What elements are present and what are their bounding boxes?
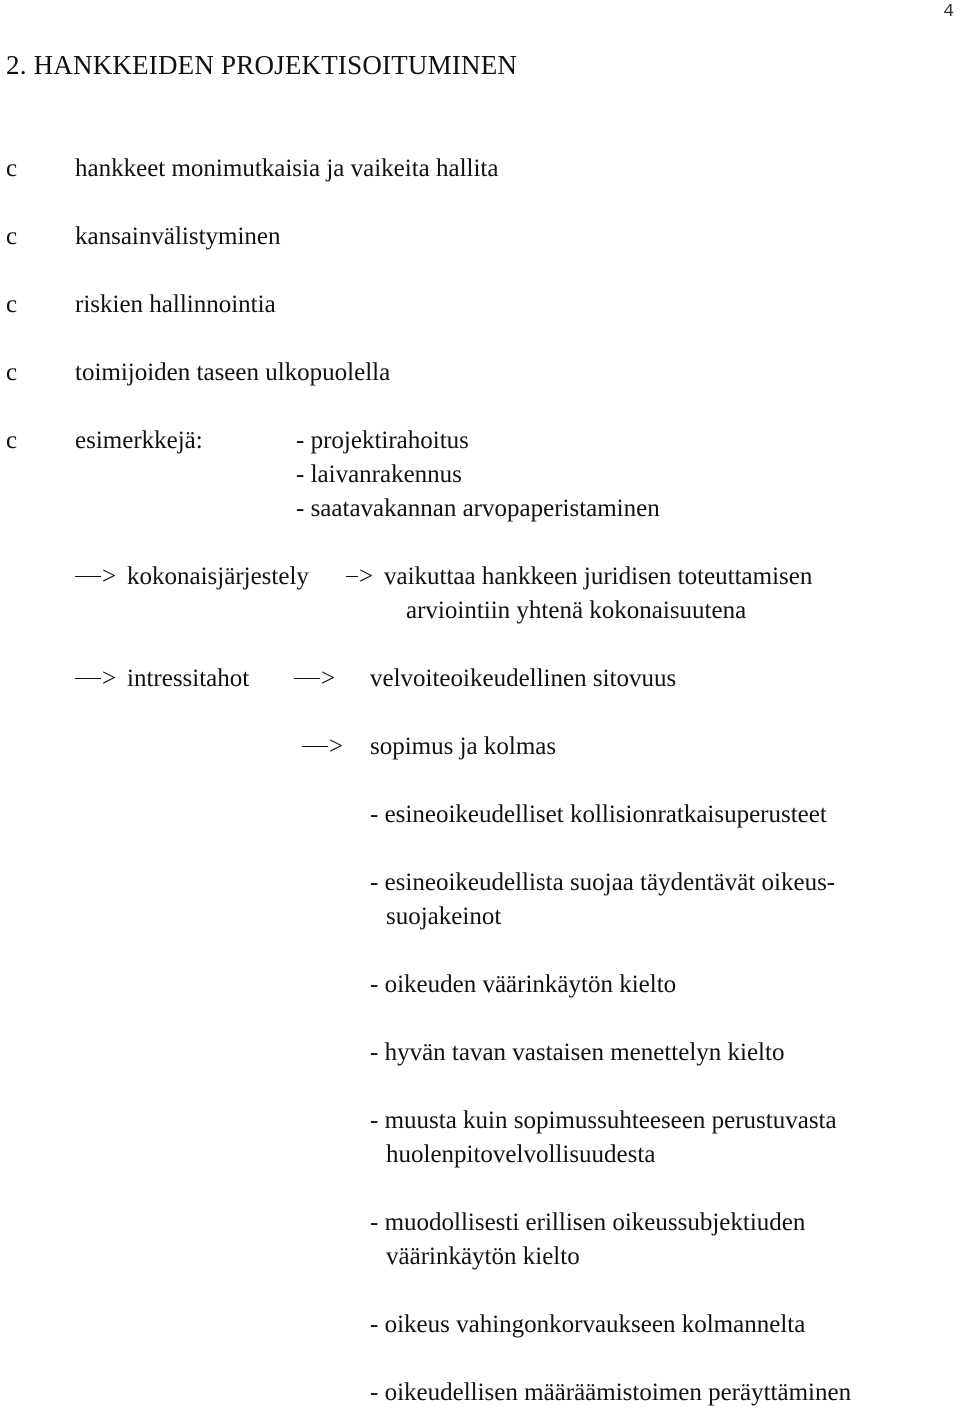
intressi-result: sopimus ja kolmas — [370, 733, 557, 760]
bullet-icon: c — [6, 155, 18, 182]
sub-item: - oikeus vahingonkorvaukseen kolmannelta — [370, 1311, 806, 1338]
kokonais-result: vaikuttaa hankkeen juridisen toteuttamisen — [384, 563, 813, 590]
bullet-icon: c — [6, 223, 18, 250]
bullet-icon: c — [6, 427, 18, 454]
example-item: - projektirahoitus — [296, 427, 469, 454]
bullet-text: kansainvälistyminen — [75, 223, 281, 250]
example-item: - saatavakannan arvopaperistaminen — [296, 495, 660, 522]
arrow-icon: > — [302, 730, 343, 764]
example-item: - laivanrakennus — [296, 461, 462, 488]
bullet-text: riskien hallinnointia — [75, 291, 276, 318]
bullet-icon: c — [6, 291, 18, 318]
intressi-label: intressitahot — [127, 665, 250, 692]
arrow-icon: > — [294, 662, 335, 696]
bullet-text: esimerkkejä: — [75, 427, 203, 454]
bullet-text: toimijoiden taseen ulkopuolella — [75, 359, 391, 386]
sub-item: - esineoikeudellista suojaa täydentävät oikeus- — [370, 869, 836, 896]
sub-item: - muusta kuin sopimussuhteeseen perustuvasta — [370, 1107, 837, 1134]
bullet-text: hankkeet monimutkaisia ja vaikeita hallita — [75, 155, 499, 182]
kokonais-label: kokonaisjärjestely — [127, 563, 309, 590]
intressi-result: velvoiteoikeudellinen sitovuus — [370, 665, 677, 692]
arrow-icon: > — [75, 662, 116, 696]
sub-item: - hyvän tavan vastaisen menettelyn kielto — [370, 1039, 785, 1066]
section-title: 2. HANKKEIDEN PROJEKTISOITUMINEN — [6, 50, 518, 80]
arrow-icon: > — [346, 560, 373, 594]
sub-item: - esineoikeudelliset kollisionratkaisuperusteet — [370, 801, 827, 828]
sub-item-continuation: huolenpitovelvollisuudesta — [386, 1141, 656, 1168]
bullet-icon: c — [6, 359, 18, 386]
sub-item: - oikeuden väärinkäytön kielto — [370, 971, 677, 998]
sub-item: - muodollisesti erillisen oikeussubjektiuden — [370, 1209, 806, 1236]
page-number: 4 — [943, 2, 954, 22]
sub-item-continuation: suojakeinot — [386, 903, 502, 930]
sub-item: - oikeudellisen määräämistoimen peräyttäminen — [370, 1379, 852, 1406]
arrow-icon: > — [75, 560, 116, 594]
sub-item-continuation: väärinkäytön kielto — [386, 1243, 580, 1270]
kokonais-result: arviointiin yhtenä kokonaisuutena — [406, 597, 747, 624]
